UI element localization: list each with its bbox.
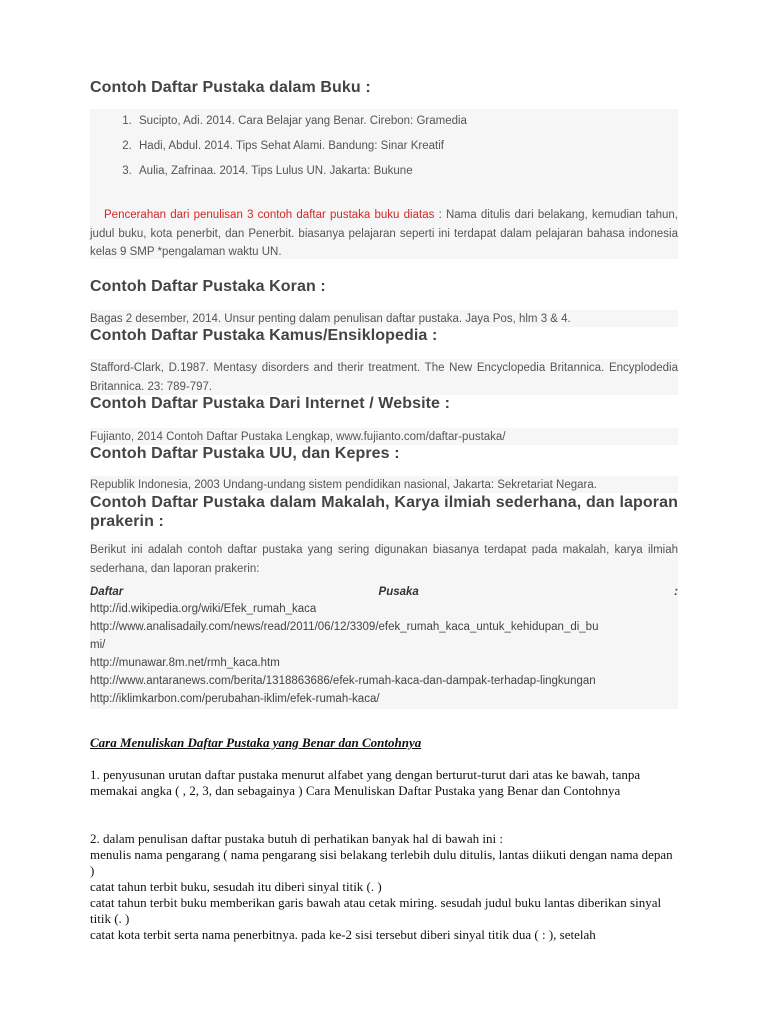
link-list xyxy=(90,600,678,708)
pusaka-label: Pusaka xyxy=(378,586,419,598)
cara-title: Cara Menuliskan Daftar Pustaka yang Benar dan Contohnya xyxy=(90,735,422,750)
book-heading: Contoh Daftar Pustaka dalam Buku : xyxy=(90,79,371,96)
list-item: http://www.antaranews.com/berita/1318863686/efek-rumah-kaca-dan-dampak-terhadap-lingkungan xyxy=(90,675,596,687)
cara-line: catat kota terbit serta nama penerbitnya. pada ke-2 sisi tersebut diberi sinyal titik dua ( : ), setelah xyxy=(90,927,596,942)
internet-example: Fujianto, 2014 Contoh Daftar Pustaka Lengkap, www.fujianto.com/daftar-pustaka/ xyxy=(90,428,678,445)
cara-line: catat tahun terbit buku, sesudah itu diberi sinyal titik (. ) xyxy=(90,879,382,894)
list-item: 3. Aulia, Zafrinaa. 2014. Tips Lulus UN. Jakarta: Bukune xyxy=(135,159,678,184)
book-note xyxy=(90,206,678,262)
koran-example: Bagas 2 desember, 2014. Unsur penting dalam penulisan daftar pustaka. Jaya Pos, hlm 3 & 4. xyxy=(90,310,678,327)
book-note-highlight: Pencerahan dari penulisan 3 contoh daftar pustaka buku diatas xyxy=(104,209,435,221)
list-item: http://id.wikipedia.org/wiki/Efek_rumah_kaca xyxy=(90,603,317,615)
uu-example: Republik Indonesia, 2003 Undang-undang sistem pendidikan nasional, Jakarta: Sekretariat Negara. xyxy=(90,476,678,493)
kamus-heading: Contoh Daftar Pustaka Kamus/Ensiklopedia : xyxy=(90,327,438,344)
list-item: 2. Hadi, Abdul. 2014. Tips Sehat Alami. Bandung: Sinar Kreatif xyxy=(135,134,678,159)
cara-line: 2. dalam penulisan daftar pustaka butuh di perhatikan banyak hal di bawah ini : xyxy=(90,831,503,846)
list-item: 1. Sucipto, Adi. 2014. Cara Belajar yang Benar. Cirebon: Gramedia xyxy=(135,109,678,134)
makalah-heading: Contoh Daftar Pustaka dalam Makalah, Karya ilmiah sederhana, dan laporan prakerin : xyxy=(90,494,678,530)
cara-paragraph-1: 1. penyusunan urutan daftar pustaka menurut alfabet yang dengan berturut-turut dari atas ke bawah, tanpa memakai angka ( , 2, 3, dan sebagainya ) Cara Menuliskan Daftar Pustaka yang Benar dan Contohnya xyxy=(90,767,641,798)
list-item: http://munawar.8m.net/rmh_kaca.htm xyxy=(90,657,280,669)
book-reference-list xyxy=(90,109,678,184)
cara-line: menulis nama pengarang ( nama pengarang sisi belakang terlebih dulu ditulis, lantas diikuti dengan nama depan ) xyxy=(90,847,673,878)
cara-paragraph-2 xyxy=(90,831,678,943)
kamus-example: Stafford-Clark, D.1987. Mentasy disorders and therir treatment. The New Encyclopedia Britannica. Encyplodedia Britannica. 23: 789-797. xyxy=(90,359,678,395)
makalah-intro: Berikut ini adalah contoh daftar pustaka yang sering digunakan biasanya terdapat pada makalah, karya ilmiah sederhana, dan laporan prakerin: xyxy=(90,544,678,575)
daftar-pustaka-row xyxy=(90,584,678,600)
list-item: mi/ xyxy=(90,639,106,651)
list-item: http://www.analisadaily.com/news/read/2011/06/12/3309/efek_rumah_kaca_untuk_kehidupan_di_bu xyxy=(90,621,599,633)
uu-heading: Contoh Daftar Pustaka UU, dan Kepres : xyxy=(90,445,400,462)
list-item: http://iklimkarbon.com/perubahan-iklim/efek-rumah-kaca/ xyxy=(90,693,380,705)
book-note-text: : Nama ditulis dari belakang, kemudian tahun, judul buku, kota penerbit, dan Penerbit. biasanya pelajaran seperti ini terdapat dalam pelajaran bahasa indonesia kelas 9 SMP *pengalaman waktu UN. xyxy=(90,209,678,258)
makalah-example-box xyxy=(90,541,678,709)
cara-line: catat tahun terbit buku memberikan garis bawah atau cetak miring. sesudah judul buku lantas diberikan sinyal titik (. ) xyxy=(90,895,662,926)
koran-heading: Contoh Daftar Pustaka Koran : xyxy=(90,278,326,295)
daftar-label: Daftar xyxy=(90,586,124,598)
book-example-box xyxy=(90,109,678,259)
colon-label: : xyxy=(674,586,678,598)
internet-heading: Contoh Daftar Pustaka Dari Internet / Website : xyxy=(90,395,451,412)
